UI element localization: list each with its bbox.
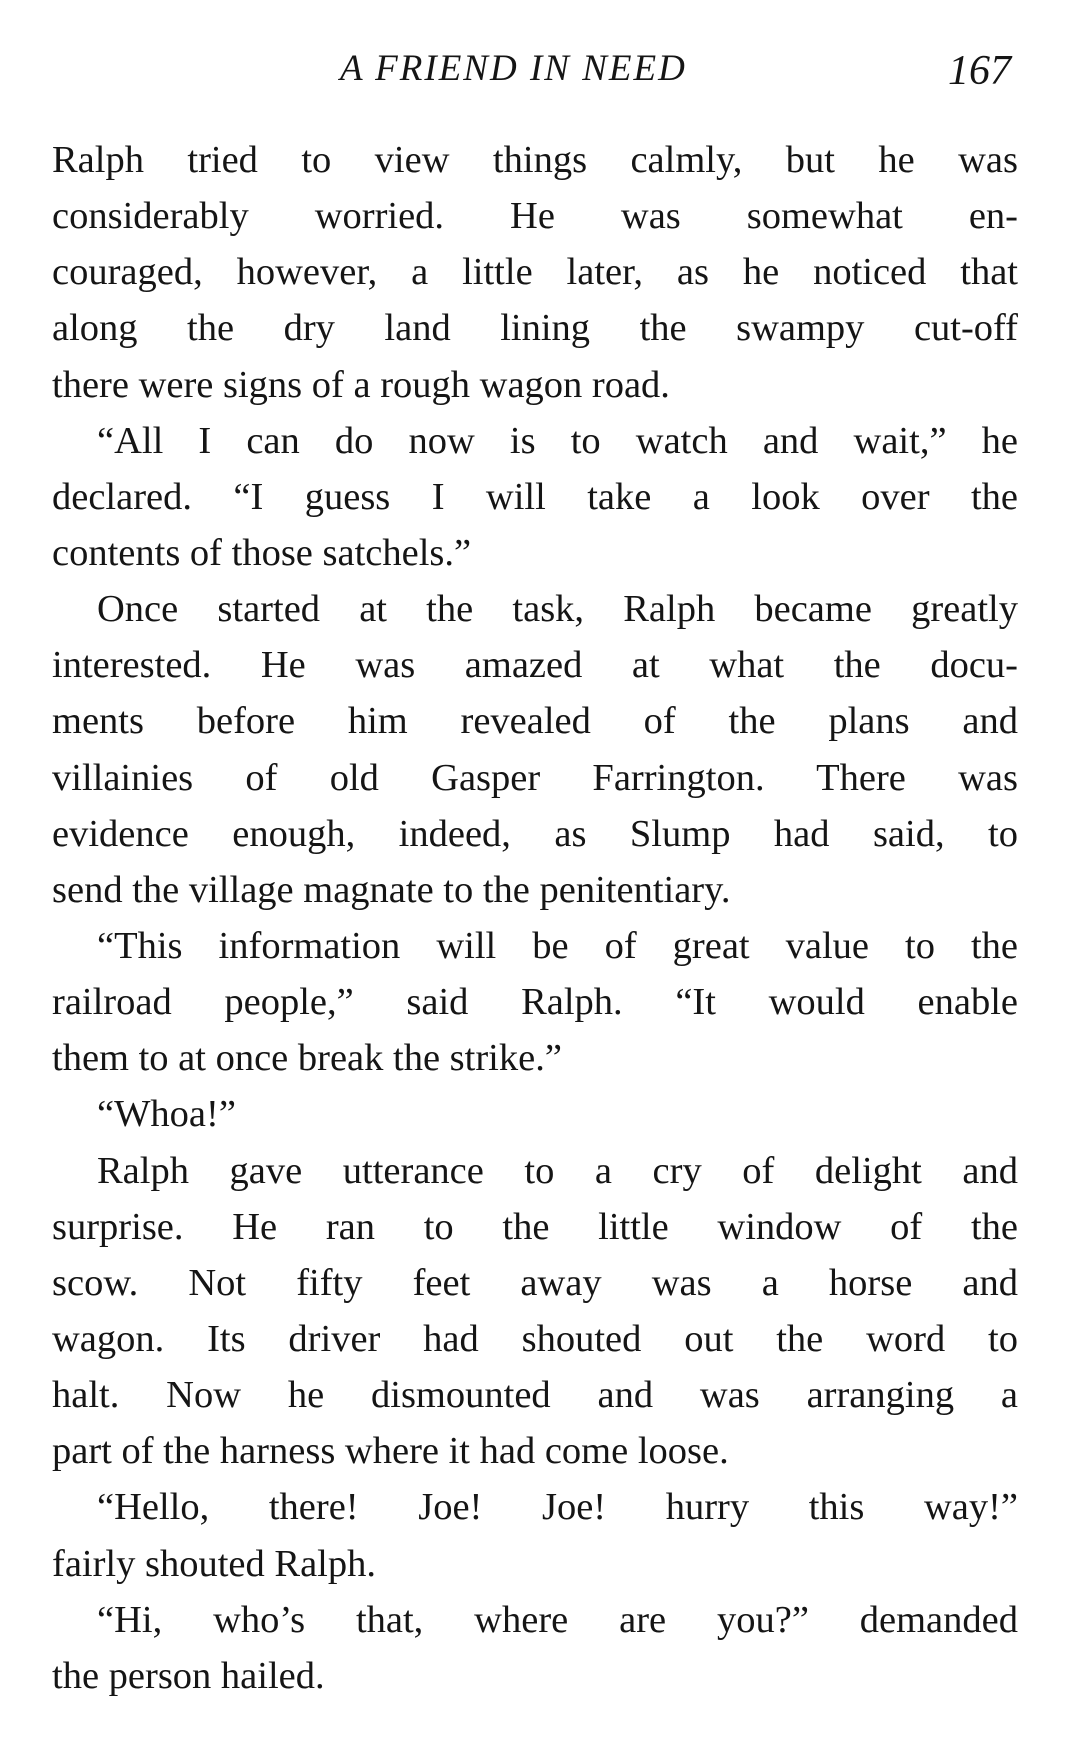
text-line: “This information will be of great value to the	[97, 924, 1018, 967]
text-line: fairly shouted Ralph.	[52, 1542, 376, 1585]
text-line: ments before him revealed of the plans and	[52, 700, 1018, 743]
text-line: there were signs of a rough wagon road.	[52, 363, 670, 406]
running-title: A FRIEND IN NEED	[340, 48, 687, 89]
text-line: Ralph gave utterance to a cry of delight and	[97, 1149, 1018, 1192]
text-line: evidence enough, indeed, as Slump had said, to	[52, 812, 1018, 855]
text-line: send the village magnate to the penitentiary.	[52, 868, 731, 911]
text-line: them to at once break the strike.”	[52, 1037, 562, 1080]
text-line: couraged, however, a little later, as he noticed that	[52, 251, 1018, 294]
text-line: railroad people,” said Ralph. “It would enable	[52, 981, 1018, 1024]
running-header	[0, 44, 1086, 94]
text-line: surprise. He ran to the little window of the	[52, 1205, 1018, 1248]
text-line: halt. Now he dismounted and was arranging a	[52, 1374, 1018, 1417]
text-line: part of the harness where it had come loose.	[52, 1430, 729, 1473]
page-number: 167	[948, 48, 1011, 94]
text-line: along the dry land lining the swampy cut-off	[52, 307, 1018, 350]
text-line: scow. Not fifty feet away was a horse and	[52, 1261, 1018, 1304]
text-line: “All I can do now is to watch and wait,” he	[97, 419, 1018, 462]
text-line: Ralph tried to view things calmly, but he was	[52, 139, 1018, 181]
text-line: considerably worried. He was somewhat en-	[52, 195, 1018, 238]
text-line: villainies of old Gasper Farrington. There was	[52, 756, 1018, 799]
text-line: “Whoa!”	[97, 1093, 236, 1136]
text-line: contents of those satchels.”	[52, 531, 472, 574]
text-line: Once started at the task, Ralph became greatly	[97, 588, 1018, 631]
text-line: “Hello, there! Joe! Joe! hurry this way!”	[97, 1486, 1018, 1529]
text-line: wagon. Its driver had shouted out the word to	[52, 1317, 1018, 1360]
text-line: interested. He was amazed at what the docu-	[52, 644, 1018, 687]
text-line: the person hailed.	[52, 1654, 325, 1697]
text-line: “Hi, who’s that, where are you?” demanded	[97, 1598, 1018, 1641]
text-line: declared. “I guess I will take a look over the	[52, 475, 1018, 518]
body-text	[52, 132, 1018, 1704]
